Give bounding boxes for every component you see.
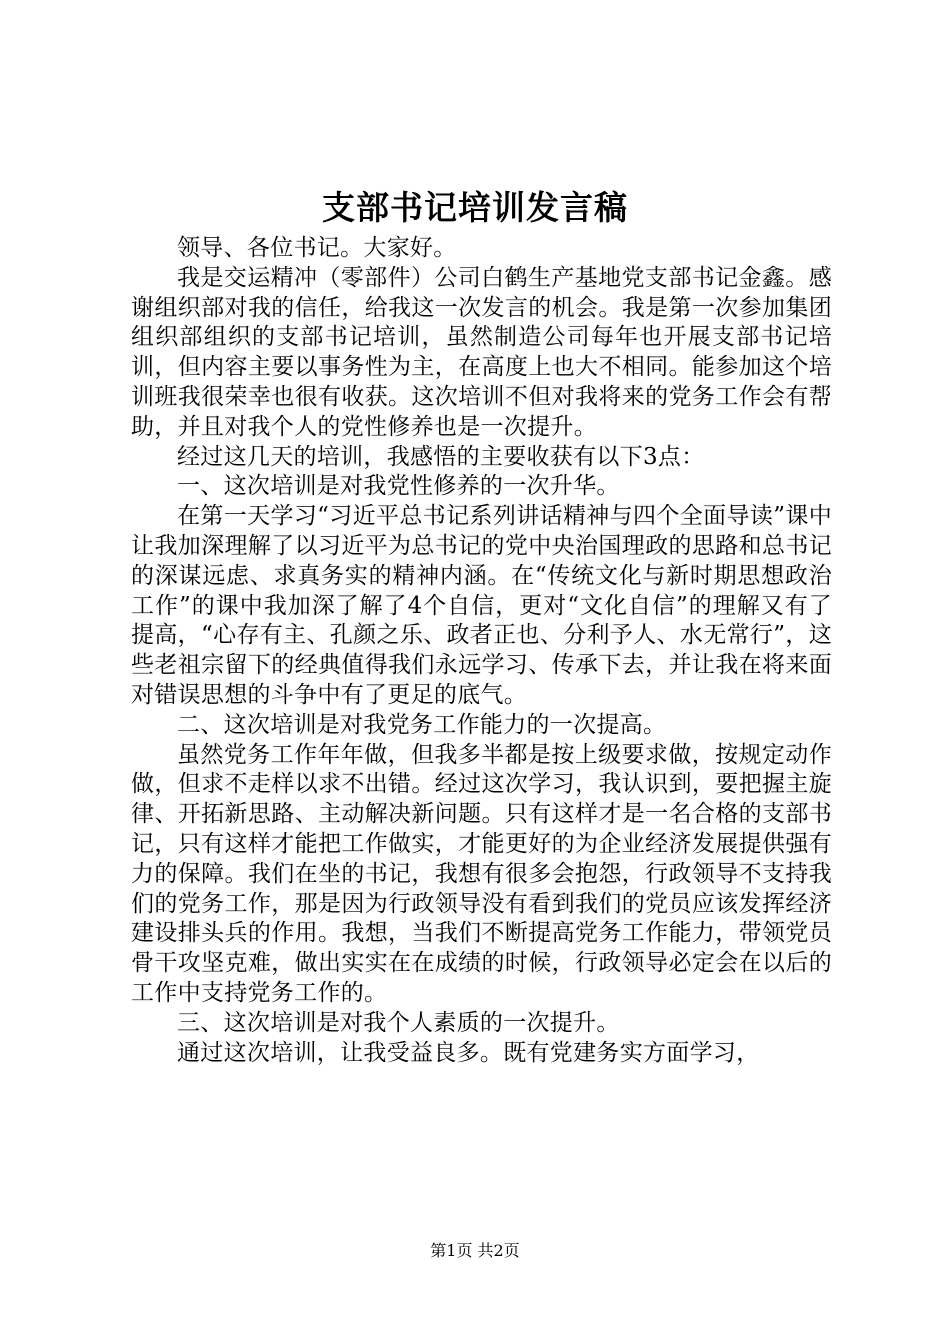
- paragraph-summary: 经过这几天的培训，我感悟的主要收获有以下3点：: [177, 443, 705, 470]
- section-heading-2: 二、这次培训是对我党务工作能力的一次提高。: [177, 711, 667, 738]
- document-title: 支部书记培训发言稿: [322, 188, 628, 227]
- paragraph-section-2: 虽然党务工作年年做，但我多半都是按上级要求做，按规定动作做，但求不走样以求不出错。经过这次学习，我认识到，要把握主旋律、开拓新思路、主动解决新问题。只有这样才是一名合格的支部书记，只有这样才能把工作做实，才能更好的为企业经济发展提供强有力的保障。我们在坐的书记，我想有很多会抱怨，行政领导不支持我们的党务工作，那是因为行政领导没有看到我们的党员应该发挥经济建设排头兵的作用。我想，当我们不断提高党务工作能力，带领党员骨干攻坚克难，做出实实在在成绩的时候，行政领导必定会在以后的工作中支持党务工作的。: [131, 741, 832, 1006]
- section-heading-1: 一、这次培训是对我党性修养的一次升华。: [177, 473, 620, 500]
- section-heading-3: 三、这次培训是对我个人素质的一次提升。: [177, 1009, 620, 1036]
- paragraph-introduction: 我是交运精冲（零部件）公司白鹤生产基地党支部书记金鑫。感谢组织部对我的信任，给我这一次发言的机会。我是第一次参加集团组织部组织的支部书记培训，虽然制造公司每年也开展支部书记培训，但内容主要以事务性为主，在高度上也大不相同。能参加这个培训班我很荣幸也很有收获。这次培训不但对我将来的党务工作会有帮助，并且对我个人的党性修养也是一次提升。: [131, 264, 832, 440]
- paragraph-greeting: 领导、各位书记。大家好。: [177, 235, 457, 261]
- paragraph-section-1: 在第一天学习“习近平总书记系列讲话精神与四个全面导读”课中让我加深理解了以习近平为总书记的党中央治国理政的思路和总书记的深谋远虑、求真务实的精神内涵。在“传统文化与新时期思想政治工作”的课中我加深了解了4个自信，更对“文化自信”的理解又有了提高，“心存有主、孔颜之乐、政者正也、分利予人、水无常行”，这些老祖宗留下的经典值得我们永远学习、传承下去，并让我在将来面对错误思想的斗争中有了更足的底气。: [131, 503, 832, 708]
- document-body: [131, 234, 832, 1068]
- paragraph-section-3: 通过这次培训，让我受益良多。既有党建务实方面学习，: [177, 1039, 760, 1066]
- page-number-footer: 第1页 共2页: [430, 1241, 520, 1260]
